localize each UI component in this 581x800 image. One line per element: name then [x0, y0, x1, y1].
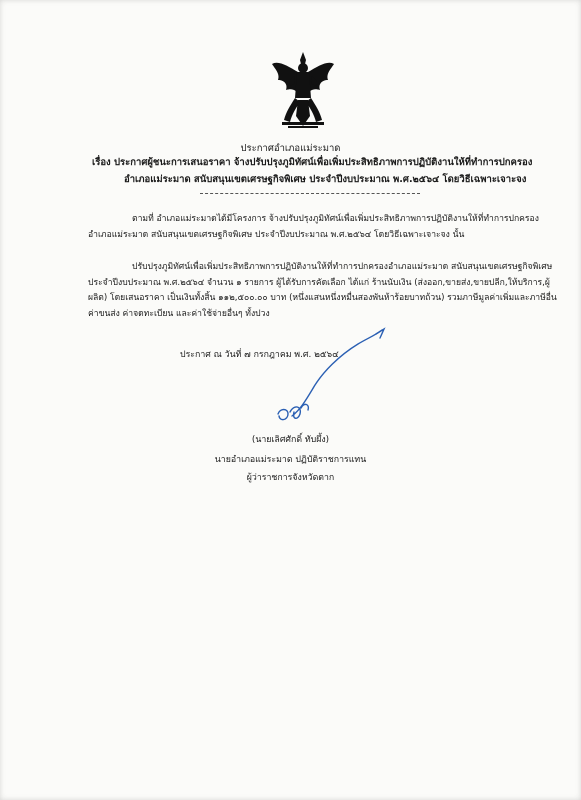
announcement-title: ประกาศอำเภอแม่ระมาด: [240, 143, 341, 154]
garuda-emblem-icon: [270, 50, 336, 132]
body-paragraph-1: ตามที่ อำเภอแม่ระมาดได้มีโครงการ จ้างปรับปรุงภูมิทัศน์เพื่อเพิ่มประสิทธิภาพการปฏิบัติงานให้ที่ทำการปกครองอำเภอแม่ระมาด สนับสนุนเขตเศรษฐกิจพิเศษ ประจำปีงบประมาณ พ.ศ.๒๕๖๔ โดยวิธีเฉพาะเจาะจง นั้น: [88, 214, 539, 240]
body-paragraph-2: ปรับปรุงภูมิทัศน์เพื่อเพิ่มประสิทธิภาพการปฏิบัติงานให้ที่ทำการปกครองอำเภอแม่ระมาด สนับสนุนเขตเศรษฐกิจพิเศษ ประจำปีงบประมาณ พ.ศ.๒๕๖๔ จำนวน ๑ รายการ ผู้ได้รับการคัดเลือก ได้แก่ ร้านนับเงิน (ส่งออก,ขายส่ง,ขายปลีก,ให้บริการ,ผู้ผลิต) โดยเสนอราคา เป็นเงินทั้งสิ้น ๑๑๒,๕๐๐.๐๐ บาท (หนึ่งแสนหนึ่งหมื่นสองพันห้าร้อยบาทถ้วน) รวมภาษีมูลค่าเพิ่มและภาษีอื่น ค่าขนส่ง ค่าจดทะเบียน และค่าใช้จ่ายอื่นๆ ทั้งปวง: [88, 262, 557, 319]
announcement-subject: [92, 154, 552, 188]
subject-line-1: เรื่อง ประกาศผู้ชนะการเสนอราคา จ้างปรับปรุงภูมิทัศน์เพื่อเพิ่มประสิทธิภาพการปฏิบัติงานให้ที่ทำการปกครอง: [92, 157, 533, 168]
subject-line-2: อำเภอแม่ระมาด สนับสนุนเขตเศรษฐกิจพิเศษ ประจำปีงบประมาณ พ.ศ.๒๕๖๔ โดยวิธีเฉพาะเจาะจง: [124, 174, 527, 185]
announcement-date: ประกาศ ณ วันที่ ๗ กรกฎาคม พ.ศ. ๒๕๖๔: [180, 350, 339, 360]
divider: [200, 193, 420, 194]
signatory-position: นายอำเภอแม่ระมาด ปฏิบัติราชการแทน: [214, 455, 367, 465]
signatory-position-2: ผู้ว่าราชการจังหวัดตาก: [246, 473, 335, 483]
signatory-name: (นายเลิศศักดิ์ ทับผึ้ง): [251, 435, 330, 445]
